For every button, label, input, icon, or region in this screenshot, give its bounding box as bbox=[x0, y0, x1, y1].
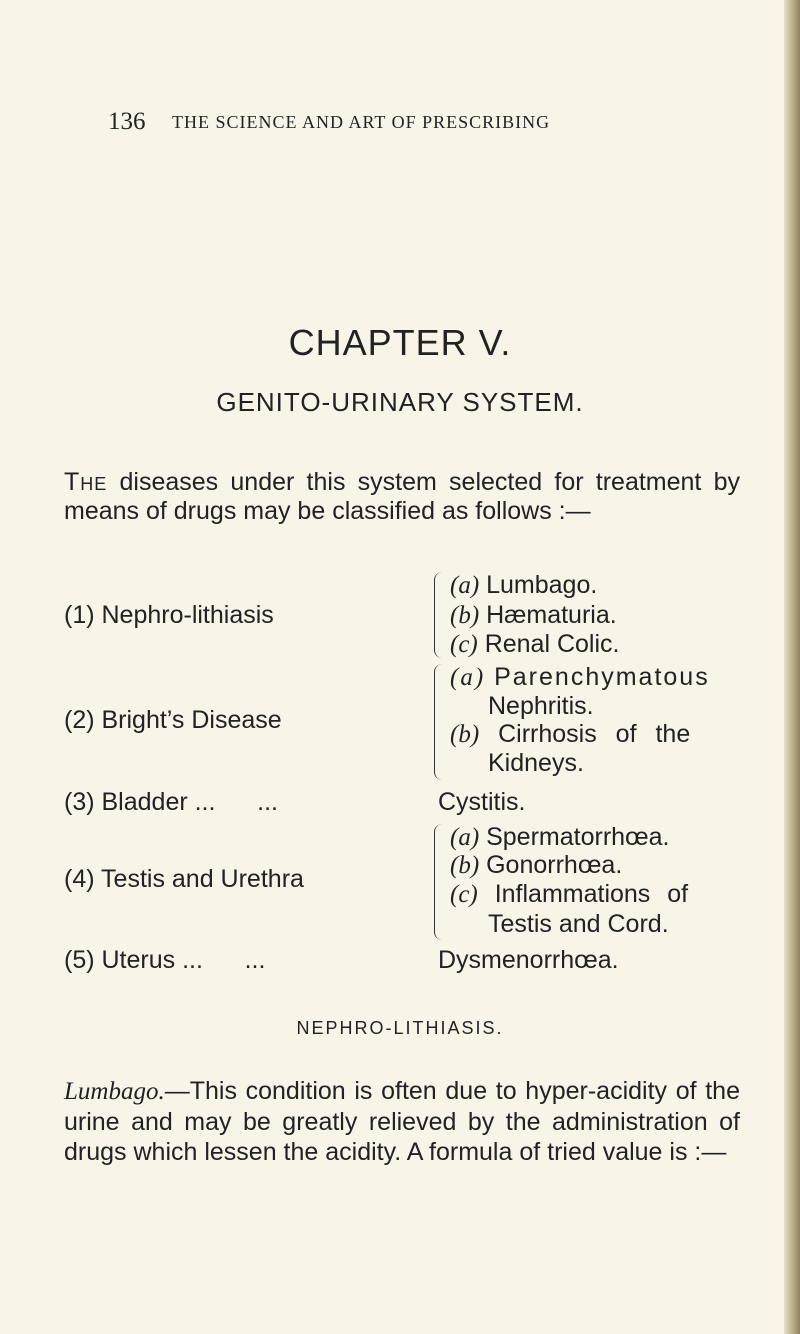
item-text: Hæmaturia. bbox=[479, 601, 617, 629]
item-letter: (b) bbox=[450, 721, 480, 748]
classification-item bbox=[450, 823, 670, 852]
body-paragraph bbox=[64, 1076, 740, 1167]
item-letter: (b) bbox=[450, 602, 480, 629]
chapter-title: CHAPTER V. bbox=[288, 322, 512, 363]
classification-item bbox=[438, 946, 619, 975]
classification-row-1 bbox=[0, 568, 800, 658]
item-text: Cirrhosis of the bbox=[479, 720, 691, 748]
item-letter: (c) bbox=[450, 881, 478, 908]
classification-label: (1) Nephro-lithiasis bbox=[64, 601, 274, 629]
classification-item bbox=[450, 630, 619, 659]
item-text: Renal Colic. bbox=[477, 630, 620, 658]
classification-item bbox=[450, 601, 617, 630]
classification-row-5 bbox=[0, 946, 800, 978]
running-header bbox=[108, 108, 748, 138]
item-letter: (a) bbox=[450, 664, 486, 691]
intro-text: diseases under this system selected for treatment by means of drugs may be classified as follows :— bbox=[64, 468, 740, 525]
item-text: Nephritis. bbox=[488, 692, 594, 720]
classification-label: (3) Bladder ... ... bbox=[64, 788, 278, 816]
brace bbox=[434, 824, 445, 940]
brace bbox=[434, 664, 445, 780]
item-text: Lumbago. bbox=[479, 571, 598, 599]
classification-item bbox=[488, 749, 584, 778]
page-number: 136 bbox=[108, 108, 146, 135]
classification-item bbox=[450, 571, 597, 600]
item-text: Cystitis. bbox=[438, 788, 526, 816]
classification-label: (5) Uterus ... ... bbox=[64, 946, 266, 974]
section-heading: NEPHRO-LITHIASIS. bbox=[296, 1018, 504, 1038]
chapter-subtitle: GENITO-URINARY SYSTEM. bbox=[216, 387, 584, 417]
intro-paragraph bbox=[64, 468, 740, 526]
item-text: Gonorrhœa. bbox=[479, 851, 623, 879]
classification-item bbox=[450, 663, 710, 692]
item-text: Inflammations of bbox=[477, 880, 689, 908]
classification-item bbox=[450, 720, 690, 749]
classification-label: (2) Bright’s Disease bbox=[64, 706, 282, 734]
paragraph-lead: Lumbago. bbox=[64, 1078, 165, 1105]
classification-item bbox=[438, 788, 526, 817]
classification-item bbox=[488, 910, 669, 939]
brace bbox=[434, 572, 445, 658]
item-text: Spermatorrhœa. bbox=[479, 823, 670, 851]
running-title: THE SCIENCE AND ART OF PRESCRIBING bbox=[172, 112, 551, 132]
item-letter: (b) bbox=[450, 852, 480, 879]
item-letter: (a) bbox=[450, 824, 480, 851]
classification-item bbox=[450, 851, 622, 880]
item-letter: (a) bbox=[450, 572, 480, 599]
item-letter: (c) bbox=[450, 631, 478, 658]
item-text: Kidneys. bbox=[488, 749, 584, 777]
classification-row-4 bbox=[0, 818, 800, 942]
intro-lead-word: The bbox=[64, 468, 108, 496]
classification-row-2 bbox=[0, 658, 800, 783]
item-text: Parenchymatous bbox=[485, 663, 710, 691]
classification-item bbox=[488, 692, 594, 721]
paragraph-text: —This condition is often due to hyper-acidity of the urine and may be greatly relieved by the administration of drugs which lessen the acidity. A formula of tried value is :— bbox=[64, 1077, 740, 1166]
classification-label: (4) Testis and Urethra bbox=[64, 865, 304, 893]
item-text: Testis and Cord. bbox=[488, 910, 669, 938]
classification-item bbox=[450, 880, 688, 909]
classification-row-3 bbox=[0, 788, 800, 820]
item-text: Dysmenorrhœa. bbox=[438, 946, 619, 974]
